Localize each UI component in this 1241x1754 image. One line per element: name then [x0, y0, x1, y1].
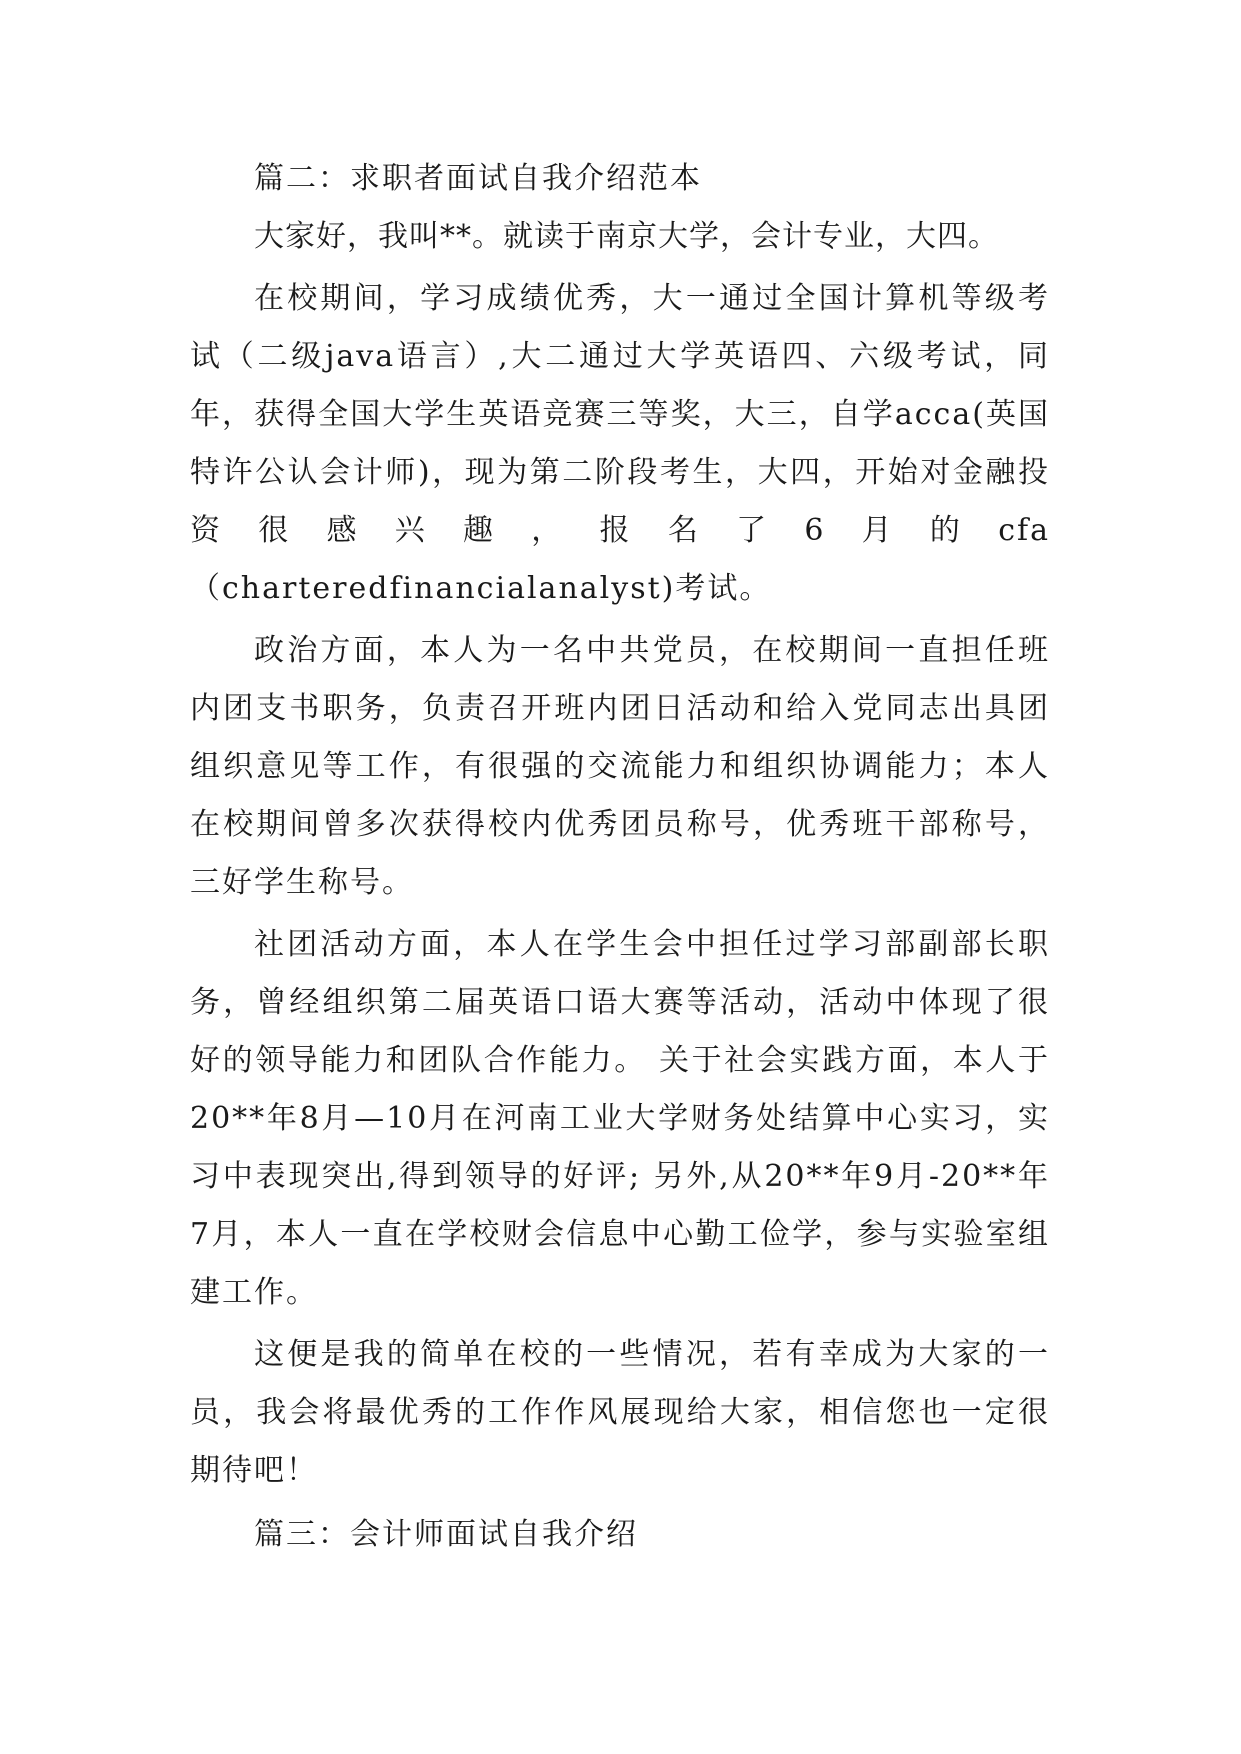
closing-paragraph: 这便是我的简单在校的一些情况，若有幸成为大家的一员，我会将最优秀的工作作风展现给大家，相信您也一定很期待吧！ — [190, 1337, 1050, 1488]
politics-paragraph: 政治方面，本人为一名中共党员，在校期间一直担任班内团支书职务，负责召开班内团日活动和给入党同志出具团组织意见等工作，有很强的交流能力和组织协调能力；本人在校期间曾多次获得校内优秀团员称号，优秀班干部称号，三好学生称号。 — [190, 633, 1050, 900]
greeting-paragraph: 大家好，我叫**。就读于南京大学，会计专业，大四。 — [254, 219, 999, 254]
section-heading-2: 篇二：求职者面试自我介绍范本 — [254, 161, 702, 196]
section-heading-3: 篇三：会计师面试自我介绍 — [254, 1517, 638, 1552]
document-page — [190, 150, 1050, 1564]
clubs-practice-paragraph: 社团活动方面，本人在学生会中担任过学习部副部长职务，曾经组织第二届英语口语大赛等活动，活动中体现了很好的领导能力和团队合作能力。 关于社会实践方面，本人于20**年8月—10月在河南工业大学财务处结算中心实习，实习中表现突出,得到领导的好评; 另外,从20**年9月-20**年7月，本人一直在学校财会信息中心勤工俭学，参与实验室组建工作。 — [190, 927, 1050, 1310]
school-paragraph: 在校期间，学习成绩优秀，大一通过全国计算机等级考试（二级java语言）,大二通过大学英语四、六级考试，同年，获得全国大学生英语竞赛三等奖，大三，自学acca(英国特许公认会计师)，现为第二阶段考生，大四，开始对金融投资很感兴趣，报名了6月的cfa（charteredfinancialanalyst)考试。 — [190, 281, 1050, 606]
